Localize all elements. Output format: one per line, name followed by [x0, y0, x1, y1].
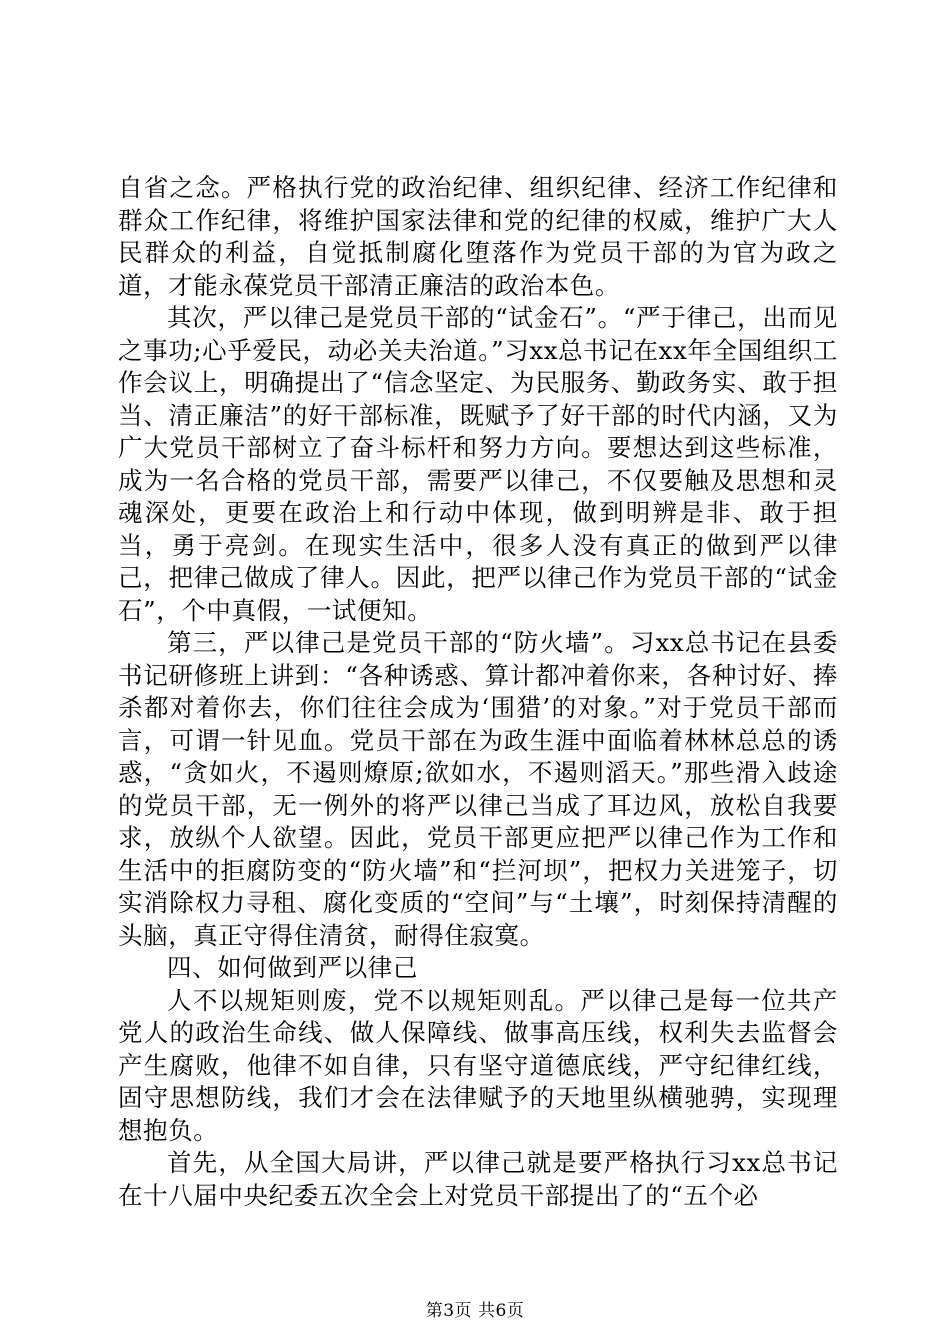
paragraph-2: 其次，严以律己是党员干部的“试金石”。“严于律己，出而见之事功;心乎爱民，动必关夫治道。”习xx总书记在xx年全国组织工作会议上，明确提出了“信念坚定、为民服务、勤政务实、敢于担当、清正廉洁”的好干部标准，既赋予了好干部的时代内涵，又为广大党员干部树立了奋斗标杆和努力方向。要想达到这些标准，成为一名合格的党员干部，需要严以律己，不仅要触及思想和灵魂深处，更要在政治上和行动中体现，做到明辨是非、敢于担当，勇于亮剑。在现实生活中，很多人没有真正的做到严以律己，把律己做成了律人。因此，把严以律己作为党员干部的“试金石”，个中真假，一试便知。: [118, 303, 839, 625]
paragraph-5: 首先，从全国大局讲，严以律己就是要严格执行习xx总书记在十八届中央纪委五次全会上对党员干部提出了的“五个必: [118, 1148, 838, 1210]
paragraph-4: 人不以规矩则废，党不以规矩则乱。严以律己是每一位共产党人的政治生命线、做人保障线、做事高压线，权利失去监督会产生腐败，他律不如自律，只有坚守道德底线，严守纪律红线，固守思想防线，我们才会在法律赋予的天地里纵横驰骋，实现理想抱负。: [118, 985, 838, 1145]
paragraph-1: 自省之念。严格执行党的政治纪律、组织纪律、经济工作纪律和群众工作纪律，将维护国家法律和党的纪律的权威，维护广大人民群众的利益，自觉抵制腐化堕落作为党员干部的为官为政之道，才能永葆党员干部清正廉洁的政治本色。: [118, 173, 838, 300]
document-body: [118, 172, 838, 1212]
page-number-footer: 第3页 共6页: [425, 1301, 525, 1321]
section-heading: 四、如何做到严以律己: [167, 953, 418, 982]
paragraph-3: 第三，严以律己是党员干部的“防火墙”。习xx总书记在县委书记研修班上讲到：“各种诱惑、算计都冲着你来，各种讨好、捧杀都对着你去，你们往往会成为‘围猎’的对象。”对于党员干部而言，可谓一针见血。党员干部在为政生涯中面临着林林总总的诱惑，“贪如火，不遏则燎原;欲如水，不遏则滔天。”那些滑入歧途的党员干部，无一例外的将严以律己当成了耳边风，放松自我要求，放纵个人欲望。因此，党员干部更应把严以律己作为工作和生活中的拒腐防变的“防火墙”和“拦河坝”，把权力关进笼子，切实消除权力寻租、腐化变质的“空间”与“土壤”，时刻保持清醒的头脑，真正守得住清贫，耐得住寂寞。: [118, 628, 838, 950]
